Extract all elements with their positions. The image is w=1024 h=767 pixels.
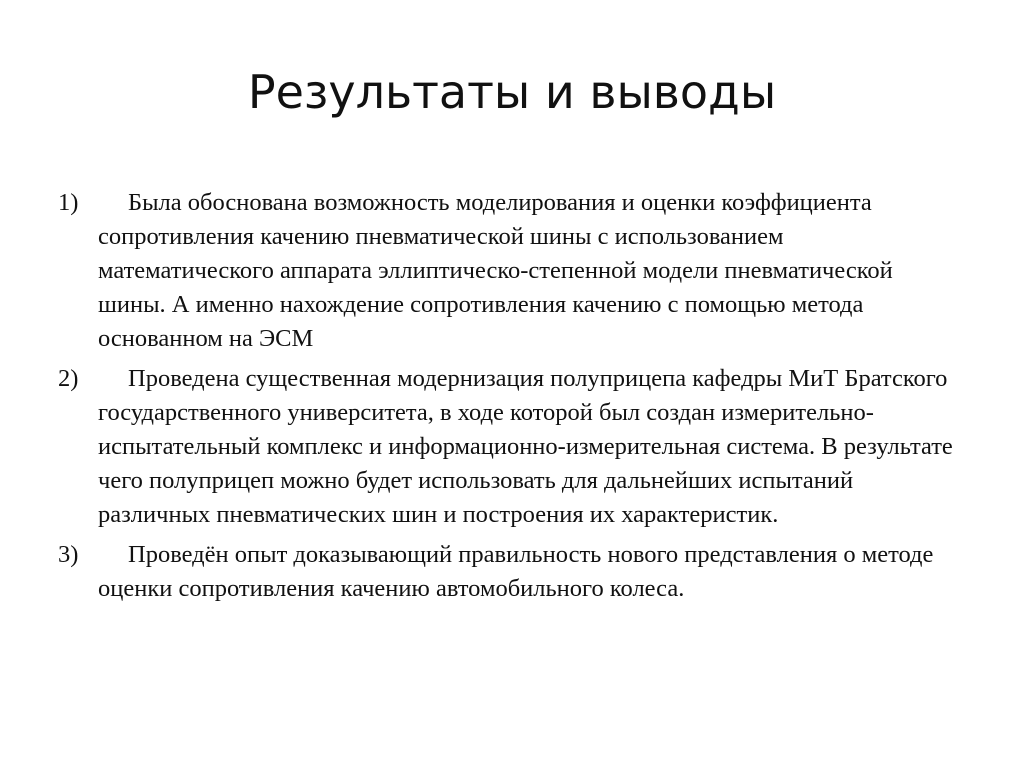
- list-item-number: 3): [58, 541, 79, 568]
- list-item: [0, 186, 1024, 356]
- list-item: [0, 362, 1024, 532]
- list-item: [0, 538, 1024, 606]
- list-item-text: Была обоснована возможность моделирования и оценки коэффициента сопротивления качению пневматической шины с использованием математического аппарата эллиптическо-степенной модели пневматической шины. А именно нахождение сопротивления качению с помощью метода основанном на ЭСМ: [98, 189, 893, 352]
- list-item-text: Проведён опыт доказывающий правильность нового представления о методе оценки сопротивления качению автомобильного колеса.: [98, 541, 934, 602]
- list-item-number: 2): [58, 365, 79, 392]
- list-item-number: 1): [58, 189, 79, 216]
- conclusions-list: [0, 186, 1024, 612]
- list-item-text: Проведена существенная модернизация полуприцепа кафедры МиТ Братского государственного университета, в ходе которой был создан измерительно-испытательный комплекс и информационно-измерительная система. В результате чего полуприцеп можно будет использовать для дальнейших испытаний различных пневматических шин и построения их характеристик.: [98, 365, 953, 528]
- slide-title: Результаты и выводы: [247, 65, 777, 119]
